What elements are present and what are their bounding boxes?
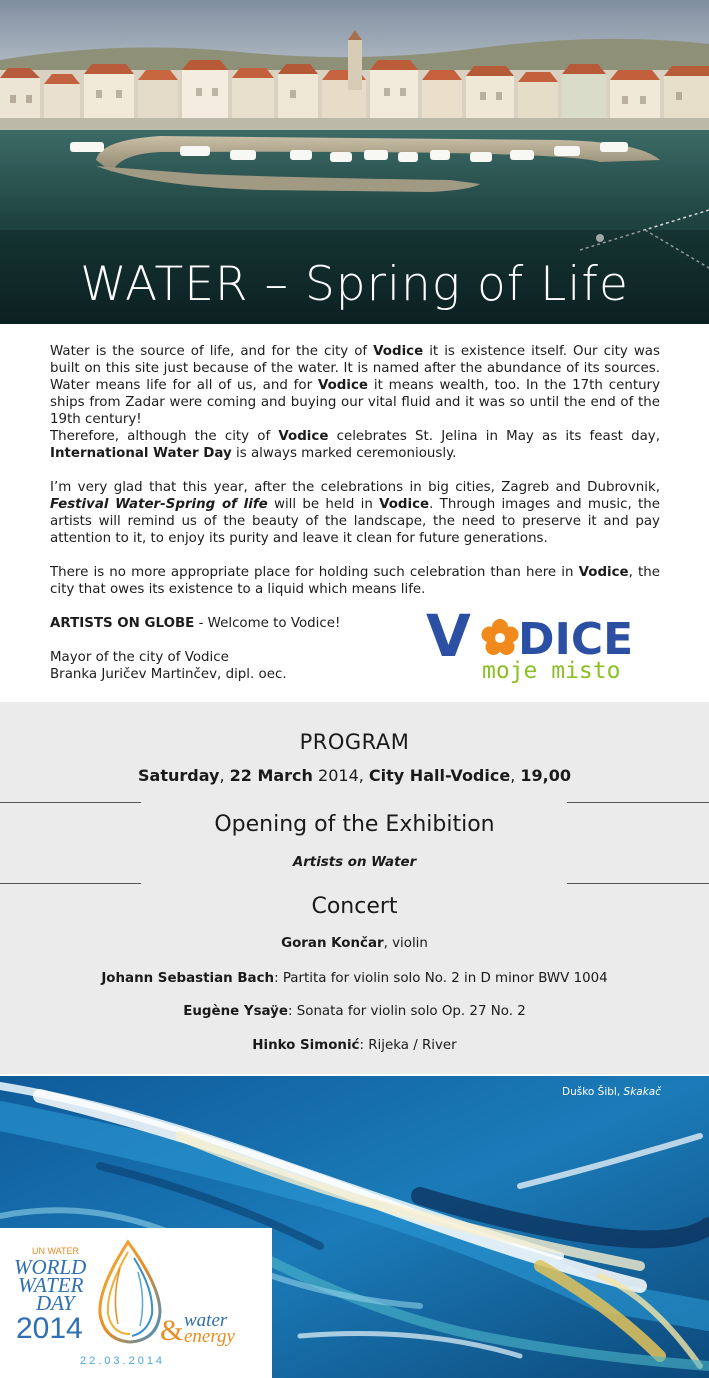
vodice-logo xyxy=(426,604,666,684)
water-drop-icon xyxy=(100,1242,160,1342)
exhibition-title: Opening of the Exhibition xyxy=(214,812,495,837)
svg-text:2014: 2014 xyxy=(16,1312,83,1345)
signature-name: Branka Juričev Martinčev, dipl. oec. xyxy=(50,667,287,682)
svg-text:WORLD: WORLD xyxy=(14,1255,87,1279)
painting-credit: Duško Šibl, Skakač xyxy=(562,1086,661,1098)
concert-item: Hinko Simonić: Rijeka / River xyxy=(252,1038,457,1053)
world-water-day-logo xyxy=(0,1228,272,1378)
divider xyxy=(567,883,709,884)
concert-title: Concert xyxy=(311,894,398,919)
svg-text:UN WATER: UN WATER xyxy=(32,1246,79,1256)
divider xyxy=(567,802,709,803)
exhibition-subtitle: Artists on Water xyxy=(292,855,417,870)
logo-word: DICE xyxy=(518,614,634,665)
svg-text:22.03.2014: 22.03.2014 xyxy=(80,1355,166,1367)
concert-item: Goran Končar, violin xyxy=(281,936,428,951)
svg-text:&: & xyxy=(160,1314,184,1347)
program-heading: PROGRAM xyxy=(299,730,410,754)
signature-title: Mayor of the city of Vodice xyxy=(50,650,229,665)
letter-paragraph: Therefore, although the city of Vodice celebrates St. Jelina in May as its feast day, International Water Day is always marked ceremoniously. xyxy=(50,429,660,461)
divider xyxy=(0,883,141,884)
letter-paragraph: Water is the source of life, and for the city of Vodice it is existence itself. Our city was built on this site just because of the water. It is named after the abundance of its sources. Water means life for all of us, and for Vodice it means wealth, too. In the 17th century ships from Zadar were coming and buying our vital fluid and it was so until the end of the 19th century! xyxy=(50,344,660,427)
concert-item: Eugène Ysaÿe: Sonata for violin solo Op. 27 No. 2 xyxy=(183,1004,526,1019)
letter-paragraph: I’m very glad that this year, after the celebrations in big cities, Zagreb and Dubrovnik, Festival Water-Spring of life will be held in Vodice. Through images and music, the artists will remind us of the beauty of the landscape, the need to preserve it and pay attention to it, to enjoy its purity and leave it clean for future generations. xyxy=(50,480,660,546)
wwd-logo-art xyxy=(0,1228,272,1378)
letter-paragraph: There is no more appropriate place for holding such celebration than here in Vodice, the city that owes its existence to a liquid which means life. xyxy=(50,565,660,597)
hero-photo xyxy=(0,0,709,324)
concert-item: Johann Sebastian Bach: Partita for violin solo No. 2 in D minor BWV 1004 xyxy=(101,971,608,986)
hero-title: WATER – Spring of Life xyxy=(80,257,629,312)
svg-text:water: water xyxy=(184,1310,228,1331)
letter-greeting: ARTISTS ON GLOBE - Welcome to Vodice! xyxy=(50,616,341,631)
svg-text:DAY: DAY xyxy=(36,1291,75,1315)
svg-text:energy: energy xyxy=(184,1326,235,1347)
logo-letter-v: V xyxy=(426,604,471,670)
program-date: Saturday, 22 March 2014, City Hall-Vodice, 19,00 xyxy=(138,766,571,785)
logo-tagline: moje misto xyxy=(482,658,621,684)
svg-text:WATER: WATER xyxy=(18,1273,84,1297)
divider xyxy=(0,802,141,803)
flower-icon xyxy=(482,619,519,655)
program-section xyxy=(0,702,709,1074)
